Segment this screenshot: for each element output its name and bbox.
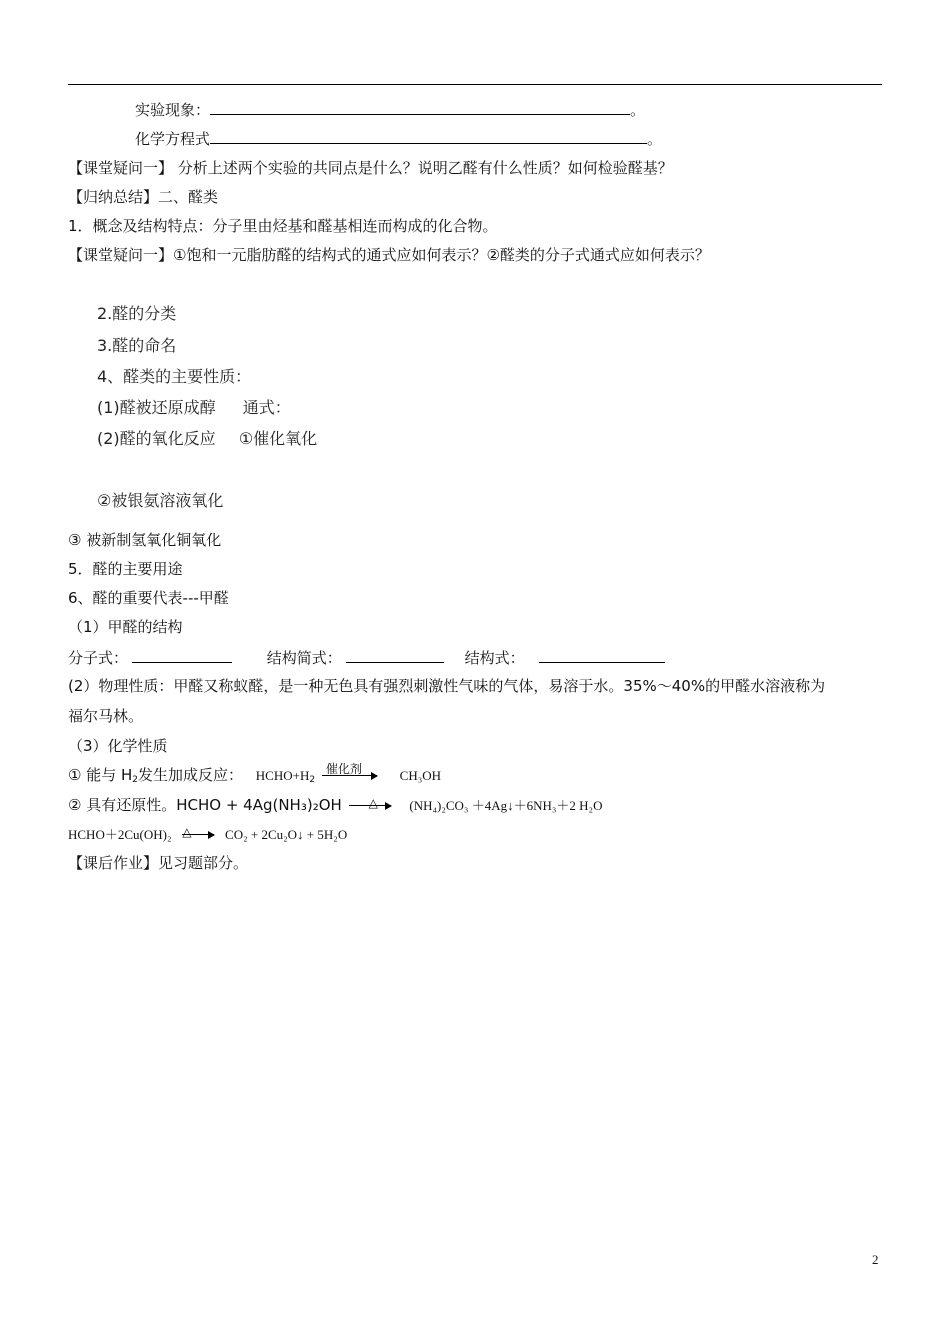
chemical-equation-line	[135, 129, 662, 149]
copper-reactants: HCHO＋2Cu(OH)₂	[68, 827, 172, 842]
main-uses: 5．醛的主要用途	[68, 560, 183, 578]
aldehyde-naming: 3.醛的命名	[97, 336, 177, 355]
addition-text: 发生加成反应：	[138, 766, 244, 784]
reduction-line	[97, 398, 291, 418]
addition-prefix: ① 能与 H	[68, 766, 133, 784]
heat-symbol: △	[368, 796, 378, 810]
reactant: HCHO+H	[255, 768, 310, 783]
addition-reaction-line: ① 能与 $H_2$发生加成反应： $HCHO+H_2$ 催化剂 CH₃OH	[68, 765, 441, 790]
period: 。	[630, 101, 646, 119]
product: CH₃OH	[399, 768, 442, 783]
physical-properties: (2）物理性质：甲醛又称蚁醛，是一种无色具有强烈刺激性气味的气体，易溶于水。35%～40%的甲醛水溶液称为	[68, 677, 826, 695]
formaldehyde-structure: （1）甲醛的结构	[68, 618, 183, 636]
page-number: 2	[872, 1252, 879, 1267]
heat-arrow-2	[182, 825, 214, 839]
homework: 【课后作业】见习题部分。	[68, 854, 249, 872]
structural-simple-label: 结构简式：	[266, 649, 342, 667]
aldehyde-properties: 4、醛类的主要性质：	[97, 367, 252, 386]
structural-formula-label: 结构式：	[464, 649, 525, 667]
reduction-label: (1)醛被还原成醇	[97, 398, 216, 417]
heat-symbol-2: △	[182, 825, 192, 839]
label: 实验现象：	[135, 101, 211, 119]
period: 。	[647, 130, 663, 148]
molecular-formula-label: 分子式：	[68, 649, 129, 667]
heat-arrow	[349, 796, 391, 810]
chemical-properties: （3）化学性质	[68, 737, 168, 755]
silver-mirror-reactants: ② 具有还原性。HCHO + 4Ag(NH₃)₂OH	[68, 796, 342, 814]
silver-mirror-products: (NH₄)₂CO₃ ＋4Ag↓＋6NH₃＋2 H₂O	[409, 798, 603, 813]
formaldehyde-heading: 6、醛的重要代表---甲醛	[68, 589, 229, 607]
answer-blank[interactable]	[210, 100, 630, 115]
catalytic-oxidation-label: ①催化氧化	[238, 429, 318, 448]
summary-heading: 【归纳总结】二、醛类	[68, 188, 219, 206]
catalyst-label: 催化剂	[325, 762, 362, 776]
structural-simple-blank[interactable]	[346, 648, 444, 663]
concept-structure: 1．概念及结构特点：分子里由烃基和醛基相连而构成的化合物。	[68, 217, 498, 235]
molecular-formula-blank[interactable]	[132, 648, 232, 663]
formalin: 福尔马林。	[68, 707, 144, 725]
copper-products: CO₂ + 2Cu₂O↓ + 5H₂O	[225, 827, 348, 842]
reducibility-line	[68, 795, 602, 816]
copper-hydroxide-oxidation: ③ 被新制氢氧化铜氧化	[68, 531, 222, 549]
label: 化学方程式	[135, 130, 211, 148]
structural-formula-blank[interactable]	[539, 648, 665, 663]
oxidation-label: (2)醛的氧化反应	[97, 429, 216, 448]
general-formula-label: 通式：	[242, 398, 291, 417]
silver-ammonia-oxidation: ②被银氨溶液氧化	[97, 491, 224, 510]
copper-reaction-line	[68, 824, 347, 845]
header-rule	[68, 84, 882, 85]
question-1: 【课堂疑问一】 分析上述两个实验的共同点是什么？说明乙醛有什么性质？如何检验醛基？	[68, 159, 673, 177]
formula-blanks-line	[68, 648, 665, 668]
aldehyde-classification: 2.醛的分类	[97, 304, 177, 323]
answer-blank[interactable]	[210, 129, 647, 144]
experiment-phenomenon-line	[135, 100, 645, 120]
question-2: 【课堂疑问一】①饱和一元脂肪醛的结构式的通式应如何表示？②醛类的分子式通式应如何表示？	[68, 246, 710, 264]
oxidation-line	[97, 429, 317, 449]
reaction-arrow	[322, 762, 377, 776]
